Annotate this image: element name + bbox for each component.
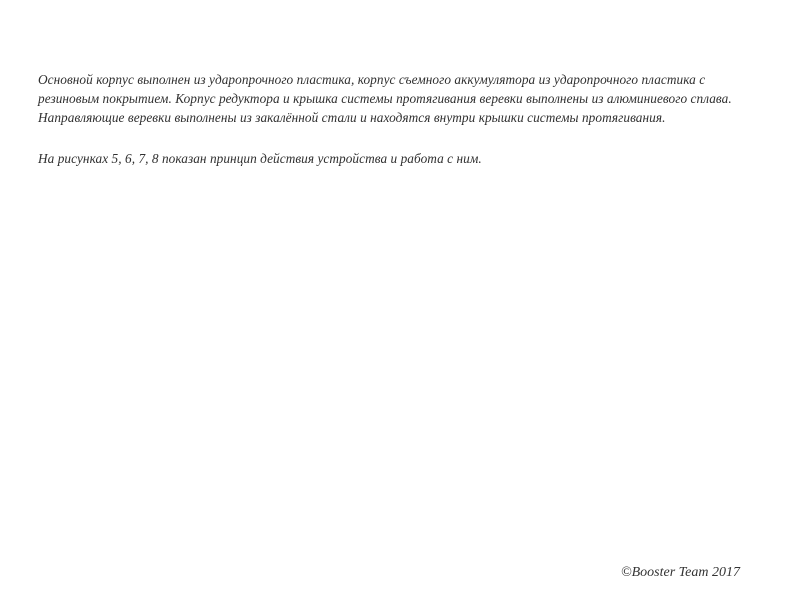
description-paragraph: Основной корпус выполнен из ударопрочного пластика, корпус съемного аккумулятора из ударопрочного пластика с резиновым покрытием. Корпус редуктора и крышка системы протягивания веревки выполнены из алюминиевого сплава. Направляющие веревки выполнены из закалённой стали и находятся внутри крышки системы протягивания. <box>38 72 732 125</box>
document-body <box>38 70 750 168</box>
copyright-footer: ©Booster Team 2017 <box>620 565 740 580</box>
figure-reference-paragraph: На рисунках 5, 6, 7, 8 показан принцип действия устройства и работа с ним. <box>38 151 482 166</box>
